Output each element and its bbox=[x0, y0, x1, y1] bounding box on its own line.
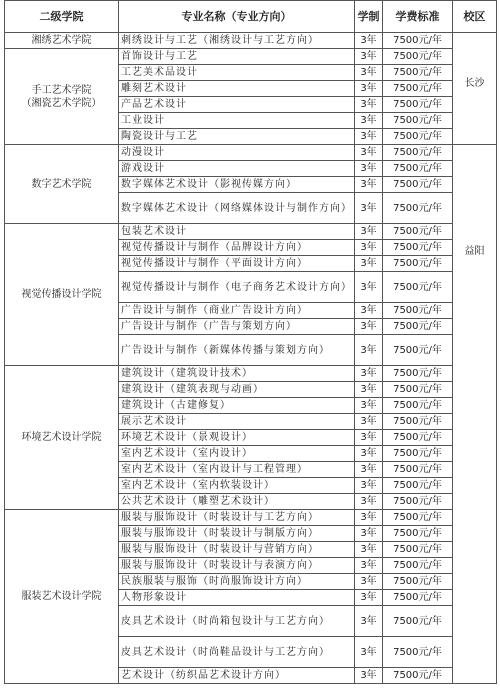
fee-cell: 7500元/年 bbox=[383, 446, 453, 462]
major-name: 皮具艺术设计（时尚鞋品设计与工艺方向） bbox=[119, 637, 355, 668]
duration-cell: 3年 bbox=[355, 177, 383, 193]
fee-cell: 7500元/年 bbox=[383, 272, 453, 303]
header-fee: 学费标准 bbox=[383, 1, 453, 33]
major-name: 广告设计与制作（商业广告设计方向） bbox=[119, 303, 355, 319]
duration-cell: 3年 bbox=[355, 478, 383, 494]
header-campus: 校区 bbox=[453, 1, 497, 33]
major-name: 视觉传播设计与制作（电子商务艺术设计方向） bbox=[119, 272, 355, 303]
major-name: 人物形象设计 bbox=[119, 590, 355, 606]
duration-cell: 3年 bbox=[355, 462, 383, 478]
major-name: 艺术设计（纺织品艺术设计方向） bbox=[119, 668, 355, 684]
major-name: 刺绣设计与工艺（湘绣设计与工艺方向） bbox=[119, 33, 355, 49]
major-name: 室内艺术设计（室内设计） bbox=[119, 446, 355, 462]
fee-cell: 7500元/年 bbox=[383, 526, 453, 542]
fee-cell: 7500元/年 bbox=[383, 542, 453, 558]
major-name: 工业设计 bbox=[119, 113, 355, 129]
major-name: 动漫设计 bbox=[119, 145, 355, 161]
major-name: 室内艺术设计（室内软装设计） bbox=[119, 478, 355, 494]
duration-cell: 3年 bbox=[355, 145, 383, 161]
major-name: 雕刻艺术设计 bbox=[119, 81, 355, 97]
major-name: 服装与服饰设计（时装设计与营销方向） bbox=[119, 542, 355, 558]
fee-cell: 7500元/年 bbox=[383, 478, 453, 494]
duration-cell: 3年 bbox=[355, 81, 383, 97]
major-name: 视觉传播设计与制作（品牌设计方向） bbox=[119, 240, 355, 256]
fee-cell: 7500元/年 bbox=[383, 193, 453, 224]
college-name: 湘绣艺术学院 bbox=[5, 33, 119, 49]
duration-cell: 3年 bbox=[355, 272, 383, 303]
table-row bbox=[5, 510, 497, 526]
major-name: 民族服装与服饰（时尚服饰设计方向） bbox=[119, 574, 355, 590]
table-row bbox=[5, 224, 497, 240]
major-name: 数字媒体艺术设计（网络媒体设计与制作方向） bbox=[119, 193, 355, 224]
fee-cell: 7500元/年 bbox=[383, 398, 453, 414]
fee-cell: 7500元/年 bbox=[383, 33, 453, 49]
duration-cell: 3年 bbox=[355, 335, 383, 366]
duration-cell: 3年 bbox=[355, 49, 383, 65]
major-name: 服装与服饰设计（时装设计与工艺方向） bbox=[119, 510, 355, 526]
duration-cell: 3年 bbox=[355, 590, 383, 606]
duration-cell: 3年 bbox=[355, 224, 383, 240]
campus-cell: 益阳 bbox=[453, 145, 497, 684]
table-row bbox=[5, 145, 497, 161]
fee-cell: 7500元/年 bbox=[383, 382, 453, 398]
major-name: 产品艺术设计 bbox=[119, 97, 355, 113]
college-name: 手工艺术学院 （湘瓷艺术学院） bbox=[5, 49, 119, 145]
duration-cell: 3年 bbox=[355, 366, 383, 382]
duration-cell: 3年 bbox=[355, 193, 383, 224]
fee-cell: 7500元/年 bbox=[383, 574, 453, 590]
major-name: 建筑设计（古建修复） bbox=[119, 398, 355, 414]
fee-cell: 7500元/年 bbox=[383, 668, 453, 684]
fee-cell: 7500元/年 bbox=[383, 590, 453, 606]
duration-cell: 3年 bbox=[355, 558, 383, 574]
college-name: 数字艺术学院 bbox=[5, 145, 119, 224]
table-body bbox=[5, 33, 497, 684]
major-name: 建筑设计（建筑表现与动画） bbox=[119, 382, 355, 398]
duration-cell: 3年 bbox=[355, 129, 383, 145]
fee-cell: 7500元/年 bbox=[383, 177, 453, 193]
duration-cell: 3年 bbox=[355, 97, 383, 113]
fee-cell: 7500元/年 bbox=[383, 256, 453, 272]
college-name: 服装艺术设计学院 bbox=[5, 510, 119, 684]
fee-cell: 7500元/年 bbox=[383, 97, 453, 113]
duration-cell: 3年 bbox=[355, 606, 383, 637]
fee-cell: 7500元/年 bbox=[383, 558, 453, 574]
major-name: 皮具艺术设计（时尚箱包设计与工艺方向） bbox=[119, 606, 355, 637]
major-name: 工艺美术品设计 bbox=[119, 65, 355, 81]
major-name: 展示艺术设计 bbox=[119, 414, 355, 430]
duration-cell: 3年 bbox=[355, 574, 383, 590]
fee-cell: 7500元/年 bbox=[383, 430, 453, 446]
header-duration: 学制 bbox=[355, 1, 383, 33]
major-name: 广告设计与制作（新媒体传播与策划方向） bbox=[119, 335, 355, 366]
major-name: 服装与服饰设计（时装设计与表演方向） bbox=[119, 558, 355, 574]
duration-cell: 3年 bbox=[355, 430, 383, 446]
fee-cell: 7500元/年 bbox=[383, 49, 453, 65]
fee-cell: 7500元/年 bbox=[383, 606, 453, 637]
duration-cell: 3年 bbox=[355, 33, 383, 49]
major-name: 室内艺术设计（室内设计与工程管理） bbox=[119, 462, 355, 478]
duration-cell: 3年 bbox=[355, 526, 383, 542]
fee-cell: 7500元/年 bbox=[383, 65, 453, 81]
duration-cell: 3年 bbox=[355, 510, 383, 526]
fee-cell: 7500元/年 bbox=[383, 224, 453, 240]
major-name: 包装艺术设计 bbox=[119, 224, 355, 240]
duration-cell: 3年 bbox=[355, 542, 383, 558]
table-row bbox=[5, 49, 497, 65]
major-name: 广告设计与制作（广告与策划方向） bbox=[119, 319, 355, 335]
major-name: 服装与服饰设计（时装设计与制版方向） bbox=[119, 526, 355, 542]
duration-cell: 3年 bbox=[355, 65, 383, 81]
duration-cell: 3年 bbox=[355, 446, 383, 462]
duration-cell: 3年 bbox=[355, 319, 383, 335]
fee-cell: 7500元/年 bbox=[383, 335, 453, 366]
table-row bbox=[5, 366, 497, 382]
duration-cell: 3年 bbox=[355, 240, 383, 256]
fee-cell: 7500元/年 bbox=[383, 240, 453, 256]
tuition-table bbox=[4, 0, 497, 684]
duration-cell: 3年 bbox=[355, 398, 383, 414]
duration-cell: 3年 bbox=[355, 494, 383, 510]
major-name: 陶瓷设计与工艺 bbox=[119, 129, 355, 145]
major-name: 公共艺术设计（雕塑艺术设计） bbox=[119, 494, 355, 510]
fee-cell: 7500元/年 bbox=[383, 113, 453, 129]
fee-cell: 7500元/年 bbox=[383, 145, 453, 161]
header-major: 专业名称（专业方向） bbox=[119, 1, 355, 33]
major-name: 环境艺术设计（景观设计） bbox=[119, 430, 355, 446]
duration-cell: 3年 bbox=[355, 637, 383, 668]
duration-cell: 3年 bbox=[355, 668, 383, 684]
fee-cell: 7500元/年 bbox=[383, 319, 453, 335]
fee-cell: 7500元/年 bbox=[383, 637, 453, 668]
fee-cell: 7500元/年 bbox=[383, 161, 453, 177]
major-name: 首饰设计与工艺 bbox=[119, 49, 355, 65]
major-name: 数字媒体艺术设计（影视传媒方向） bbox=[119, 177, 355, 193]
fee-cell: 7500元/年 bbox=[383, 494, 453, 510]
duration-cell: 3年 bbox=[355, 256, 383, 272]
fee-cell: 7500元/年 bbox=[383, 462, 453, 478]
fee-cell: 7500元/年 bbox=[383, 366, 453, 382]
major-name: 游戏设计 bbox=[119, 161, 355, 177]
college-name: 视觉传播设计学院 bbox=[5, 224, 119, 366]
duration-cell: 3年 bbox=[355, 382, 383, 398]
college-name: 环境艺术设计学院 bbox=[5, 366, 119, 510]
table-row bbox=[5, 33, 497, 49]
duration-cell: 3年 bbox=[355, 414, 383, 430]
major-name: 建筑设计（建筑设计技术） bbox=[119, 366, 355, 382]
major-name: 视觉传播设计与制作（平面设计方向） bbox=[119, 256, 355, 272]
fee-cell: 7500元/年 bbox=[383, 303, 453, 319]
fee-cell: 7500元/年 bbox=[383, 129, 453, 145]
fee-cell: 7500元/年 bbox=[383, 414, 453, 430]
fee-cell: 7500元/年 bbox=[383, 510, 453, 526]
header-college: 二级学院 bbox=[5, 1, 119, 33]
duration-cell: 3年 bbox=[355, 113, 383, 129]
campus-cell: 长沙 bbox=[453, 33, 497, 145]
fee-cell: 7500元/年 bbox=[383, 81, 453, 97]
duration-cell: 3年 bbox=[355, 161, 383, 177]
duration-cell: 3年 bbox=[355, 303, 383, 319]
